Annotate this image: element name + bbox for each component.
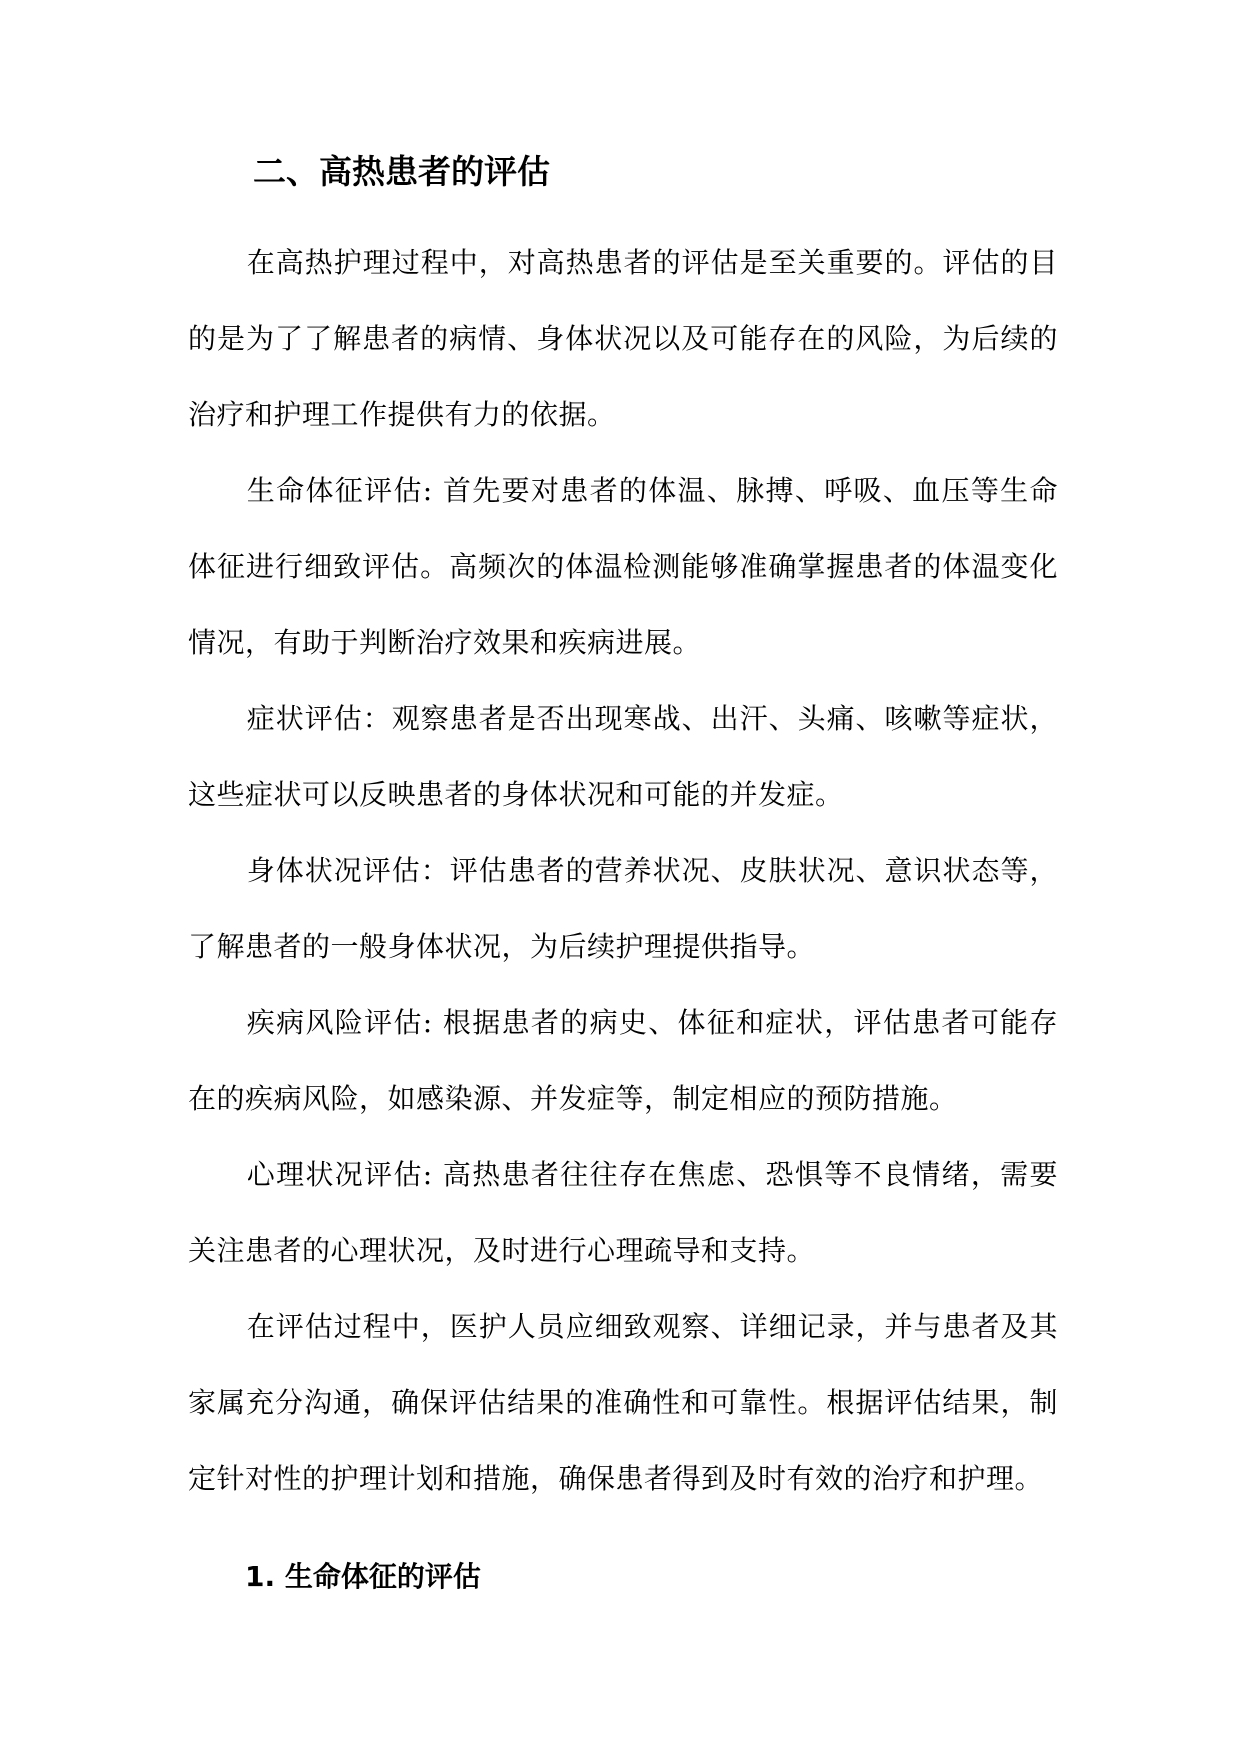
paragraph-conclusion: 在评估过程中，医护人员应细致观察、详细记录，并与患者及其家属充分沟通，确保评估结果的准确性和可靠性。根据评估结果，制定针对性的护理计划和措施，确保患者得到及时有效的治疗和护理。 [188,1310,1058,1495]
paragraph-vital-signs: 生命体征评估: 首先要对患者的体温、脉搏、呼吸、血压等生命体征进行细致评估。高频次的体温检测能够准确掌握患者的体温变化情况，有助于判断治疗效果和疾病进展。 [188,474,1058,659]
paragraph-symptoms: 症状评估：观察患者是否出现寒战、出汗、头痛、咳嗽等症状，这些症状可以反映患者的身体状况和可能的并发症。 [188,702,1058,811]
section-heading: 二、高热患者的评估 [253,152,550,191]
paragraph-physical-condition: 身体状况评估：评估患者的营养状况、皮肤状况、意识状态等，了解患者的一般身体状况，为后续护理提供指导。 [188,854,1058,963]
body-text [188,225,1058,1517]
paragraph-psychological: 心理状况评估: 高热患者往往存在焦虑、恐惧等不良情绪，需要关注患者的心理状况，及时进行心理疏导和支持。 [188,1158,1058,1267]
paragraph-intro: 在高热护理过程中，对高热患者的评估是至关重要的。评估的目的是为了了解患者的病情、身体状况以及可能存在的风险，为后续的治疗和护理工作提供有力的依据。 [188,246,1058,431]
paragraph-disease-risk: 疾病风险评估: 根据患者的病史、体征和症状，评估患者可能存在的疾病风险，如感染源、并发症等，制定相应的预防措施。 [188,1006,1058,1115]
subsection-heading: 1. 生命体征的评估 [245,1560,481,1593]
